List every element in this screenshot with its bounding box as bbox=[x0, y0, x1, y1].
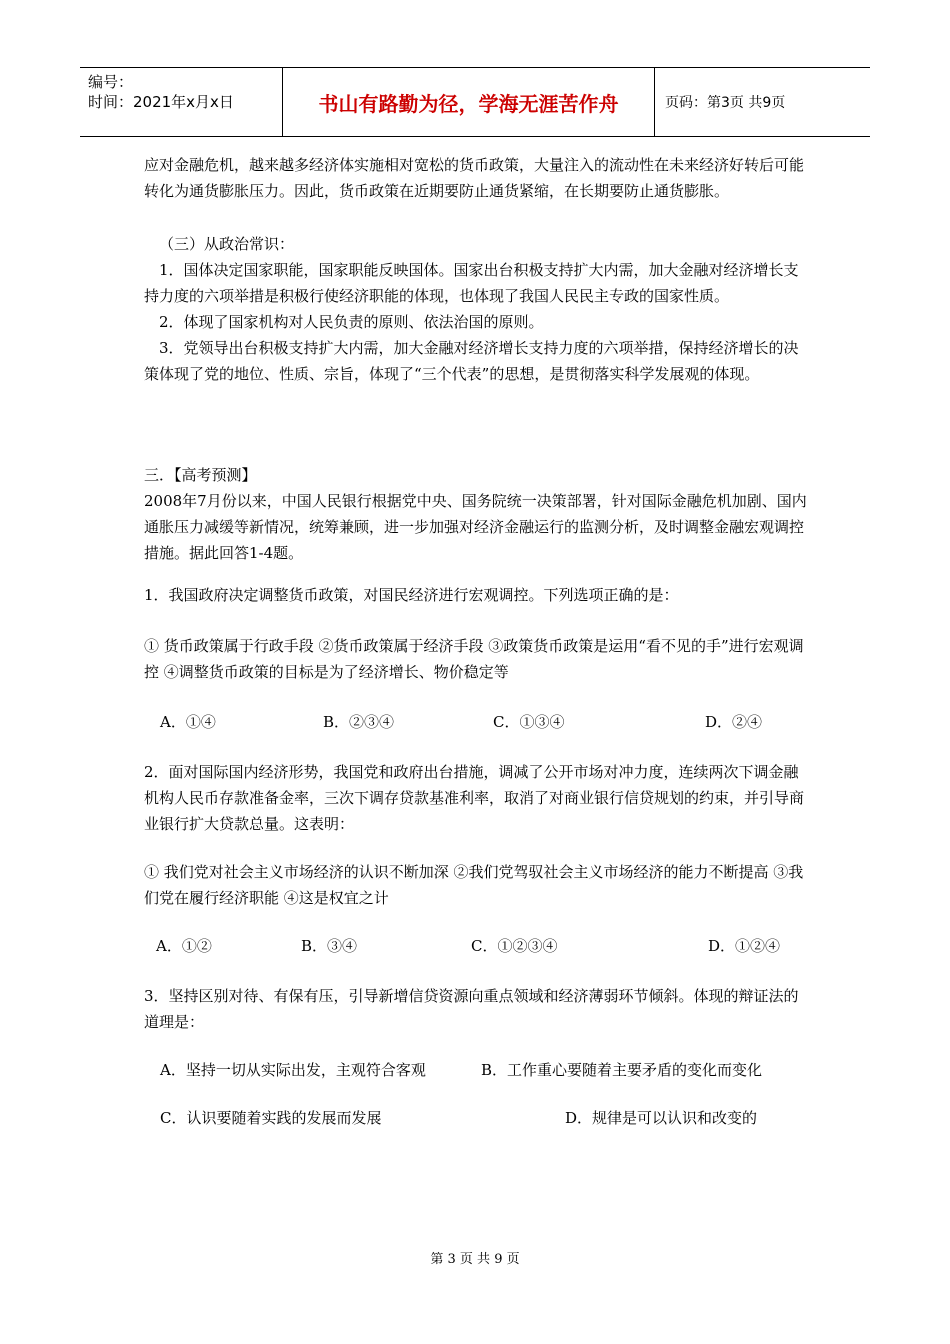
question-1-statements: ① 货币政策属于行政手段 ②货币政策属于经济手段 ③政策货币政策是运用“看不见的手”进行宏观调控 ④调整货币政策的目标是为了经济增长、物价稳定等 bbox=[144, 637, 804, 681]
politics-point-1: 1．国体决定国家职能，国家职能反映国体。国家出台积极支持扩大内需，加大金融对经济增长支持力度的六项举措是积极行使经济职能的体现，也体现了我国人民民主专政的国家性质。 bbox=[144, 261, 799, 305]
politics-point-3: 3．党领导出台积极支持扩大内需，加大金融对经济增长支持力度的六项举措，保持经济增长的决策体现了党的地位、性质、宗旨，体现了“三个代表”的思想，是贯彻落实科学发展观的体现。 bbox=[144, 339, 799, 383]
header-motto: 书山有路勤为径，学海无涯苦作舟 bbox=[283, 68, 655, 136]
q2-option-d: D．①②④ bbox=[708, 937, 781, 955]
q3-option-c: C．认识要随着实践的发展而发展 bbox=[160, 1109, 382, 1127]
document-number-label: 编号： bbox=[88, 73, 134, 91]
question-2-stem: 2．面对国际国内经济形势，我国党和政府出台措施，调减了公开市场对冲力度，连续两次下调金融机构人民币存款准备金率，三次下调存贷款基准利率，取消了对商业银行信贷规划的约束，并引导商业银行扩大贷款总量。这表明： bbox=[144, 763, 805, 833]
document-date: 时间：2021年x月x日 bbox=[88, 93, 234, 111]
document-body bbox=[144, 152, 808, 1131]
header-page-info: 页码：第3页 共9页 bbox=[665, 95, 786, 111]
politics-heading: （三）从政治常识： bbox=[159, 235, 295, 253]
question-1-options bbox=[144, 709, 808, 735]
q1-option-b: B．②③④ bbox=[323, 713, 395, 731]
page-footer: 第 3 页 共 9 页 bbox=[430, 1252, 520, 1267]
politics-point-2: 2．体现了国家机构对人民负责的原则、依法治国的原则。 bbox=[159, 313, 544, 331]
header-meta bbox=[80, 68, 283, 136]
q1-option-c: C．①③④ bbox=[493, 713, 565, 731]
q3-option-a: A．坚持一切从实际出发，主观符合客观 bbox=[160, 1061, 426, 1079]
question-2-options bbox=[144, 933, 808, 959]
q2-option-a: A．①② bbox=[156, 937, 212, 955]
q3-option-b: B．工作重心要随着主要矛盾的变化而变化 bbox=[481, 1061, 763, 1079]
q3-option-d: D．规律是可以认识和改变的 bbox=[565, 1109, 758, 1127]
q1-option-d: D．②④ bbox=[705, 713, 763, 731]
question-3-options-row-2 bbox=[144, 1105, 808, 1131]
section-heading: 三．【高考预测】 bbox=[144, 466, 257, 484]
intro-paragraph: 应对金融危机，越来越多经济体实施相对宽松的货币政策，大量注入的流动性在未来经济好转后可能转化为通货膨胀压力。因此，货币政策在近期要防止通货紧缩，在长期要防止通货膨胀。 bbox=[144, 156, 805, 200]
q2-option-b: B．③④ bbox=[301, 937, 358, 955]
question-2-statements: ① 我们党对社会主义市场经济的认识不断加深 ②我们党驾驭社会主义市场经济的能力不断提高 ③我们党在履行经济职能 ④这是权宜之计 bbox=[144, 863, 804, 907]
page-header bbox=[80, 67, 870, 137]
section-intro: 2008年7月份以来，中国人民银行根据党中央、国务院统一决策部署，针对国际金融危机加剧、国内通胀压力减缓等新情况，统筹兼顾，进一步加强对经济金融运行的监测分析，及时调整金融宏观调控措施。据此回答1-4题。 bbox=[144, 492, 807, 562]
q1-option-a: A．①④ bbox=[160, 713, 216, 731]
question-1-stem: 1．我国政府决定调整货币政策，对国民经济进行宏观调控。下列选项正确的是： bbox=[144, 586, 679, 604]
q2-option-c: C．①②③④ bbox=[471, 937, 558, 955]
question-3-options-row-1 bbox=[144, 1057, 808, 1083]
question-3-stem: 3．坚持区别对待、有保有压，引导新增信贷资源向重点领域和经济薄弱环节倾斜。体现的辩证法的道理是： bbox=[144, 987, 799, 1031]
